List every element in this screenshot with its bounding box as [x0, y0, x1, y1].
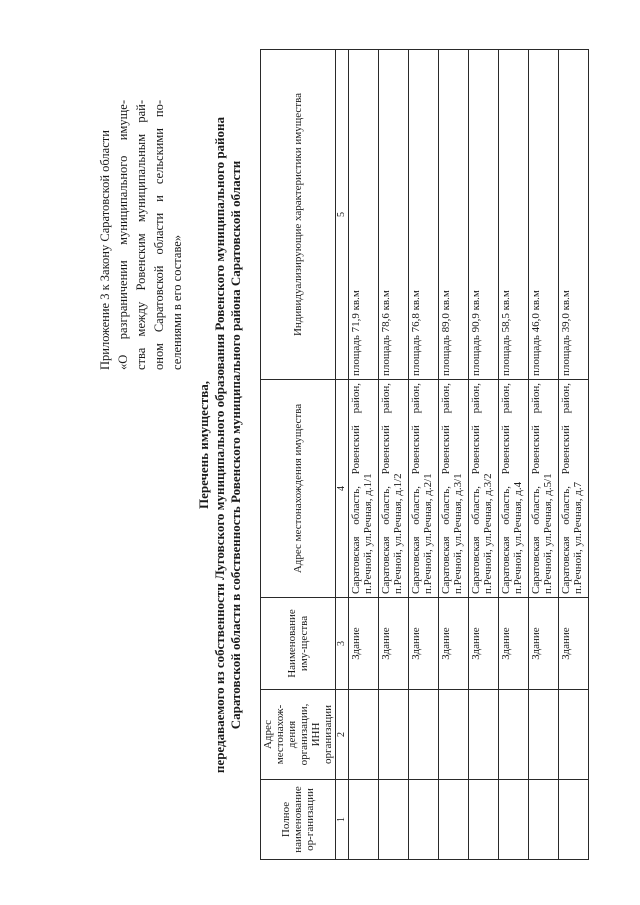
- property-name-cell: Здание: [349, 598, 379, 690]
- appendix-line: селениями в его составе»: [170, 234, 184, 370]
- appendix-line: «О разграничении муниципального имуще-: [116, 100, 130, 370]
- header-property-address: Адрес местонахождения имущества: [261, 380, 336, 598]
- appendix-line: Приложение 3 к Закону Саратовской области: [98, 130, 112, 370]
- org-address-cell: [409, 690, 439, 780]
- org-address-cell: [439, 690, 469, 780]
- org-name-cell: [409, 780, 439, 860]
- header-org-name: Полное наименование ор-ганизации: [261, 780, 336, 860]
- column-number: 2: [336, 690, 349, 780]
- header-org-address: Адрес местонахож-дения организации, ИНН организации: [261, 690, 336, 780]
- property-address-cell: Саратовская область, Ровенский район, п.Речной, ул.Речная, д.1/1: [349, 380, 379, 598]
- property-name-cell: Здание: [439, 598, 469, 690]
- org-name-cell: [379, 780, 409, 860]
- property-name-cell: Здание: [409, 598, 439, 690]
- table-row: [529, 50, 559, 860]
- title-line: передаваемого из собственности Луговского муниципального образования Ровенского муниципального района: [212, 116, 227, 774]
- org-address-cell: [529, 690, 559, 780]
- header-characteristics: Индивидуализирующие характеристики имущества: [261, 50, 336, 380]
- property-name-cell: Здание: [379, 598, 409, 690]
- characteristics-cell: площадь 58,5 кв.м: [499, 50, 529, 380]
- property-address-cell: Саратовская область, Ровенский район, п.Речной, ул.Речная, д.3/1: [439, 380, 469, 598]
- column-number: 4: [336, 380, 349, 598]
- characteristics-cell: площадь 71,9 кв.м: [349, 50, 379, 380]
- characteristics-cell: площадь 76,8 кв.м: [409, 50, 439, 380]
- characteristics-cell: площадь 90,9 кв.м: [469, 50, 499, 380]
- column-number: 1: [336, 780, 349, 860]
- property-name-cell: Здание: [529, 598, 559, 690]
- property-address-cell: Саратовская область, Ровенский район, п.Речной, ул.Речная, д.5/1: [529, 380, 559, 598]
- appendix-note: [96, 100, 186, 370]
- property-address-cell: Саратовская область, Ровенский район, п.Речной, ул.Речная, д.3/2: [469, 380, 499, 598]
- document-title: [196, 45, 244, 845]
- org-address-cell: [559, 690, 589, 780]
- org-address-cell: [469, 690, 499, 780]
- org-address-cell: [349, 690, 379, 780]
- table-row: [439, 50, 469, 860]
- column-number: 5: [336, 50, 349, 380]
- property-address-cell: Саратовская область, Ровенский район, п.Речной, ул.Речная, д.4: [499, 380, 529, 598]
- org-address-cell: [499, 690, 529, 780]
- table-row: [499, 50, 529, 860]
- table-row: [349, 50, 379, 860]
- characteristics-cell: площадь 78,6 кв.м: [379, 50, 409, 380]
- org-address-cell: [379, 690, 409, 780]
- header-property-name: Наименование иму-щества: [261, 598, 336, 690]
- property-name-cell: Здание: [499, 598, 529, 690]
- appendix-line: оном Саратовской области и сельскими по-: [152, 100, 166, 370]
- column-number: 3: [336, 598, 349, 690]
- property-address-cell: Саратовская область, Ровенский район, п.Речной, ул.Речная, д.7: [559, 380, 589, 598]
- characteristics-cell: площадь 39,0 кв.м: [559, 50, 589, 380]
- org-name-cell: [469, 780, 499, 860]
- property-address-cell: Саратовская область, Ровенский район, п.Речной, ул.Речная, д.2/1: [409, 380, 439, 598]
- property-name-cell: Здание: [559, 598, 589, 690]
- title-line: Саратовской области в собственность Ровенского муниципального района Саратовской области: [228, 160, 243, 730]
- org-name-cell: [559, 780, 589, 860]
- characteristics-cell: площадь 46,0 кв.м: [529, 50, 559, 380]
- title-line: Перечень имущества,: [196, 381, 211, 509]
- org-name-cell: [499, 780, 529, 860]
- characteristics-cell: площадь 89,0 кв.м: [439, 50, 469, 380]
- org-name-cell: [349, 780, 379, 860]
- table-row: [559, 50, 589, 860]
- org-name-cell: [529, 780, 559, 860]
- property-address-cell: Саратовская область, Ровенский район, п.Речной, ул.Речная, д.1/2: [379, 380, 409, 598]
- property-name-cell: Здание: [469, 598, 499, 690]
- table-row: [379, 50, 409, 860]
- table-row: [469, 50, 499, 860]
- property-table: [260, 49, 589, 860]
- table-header-row: [261, 50, 336, 860]
- org-name-cell: [439, 780, 469, 860]
- table-row: [409, 50, 439, 860]
- appendix-line: ства между Ровенским муниципальным рай-: [134, 100, 148, 370]
- column-number-row: [336, 50, 349, 860]
